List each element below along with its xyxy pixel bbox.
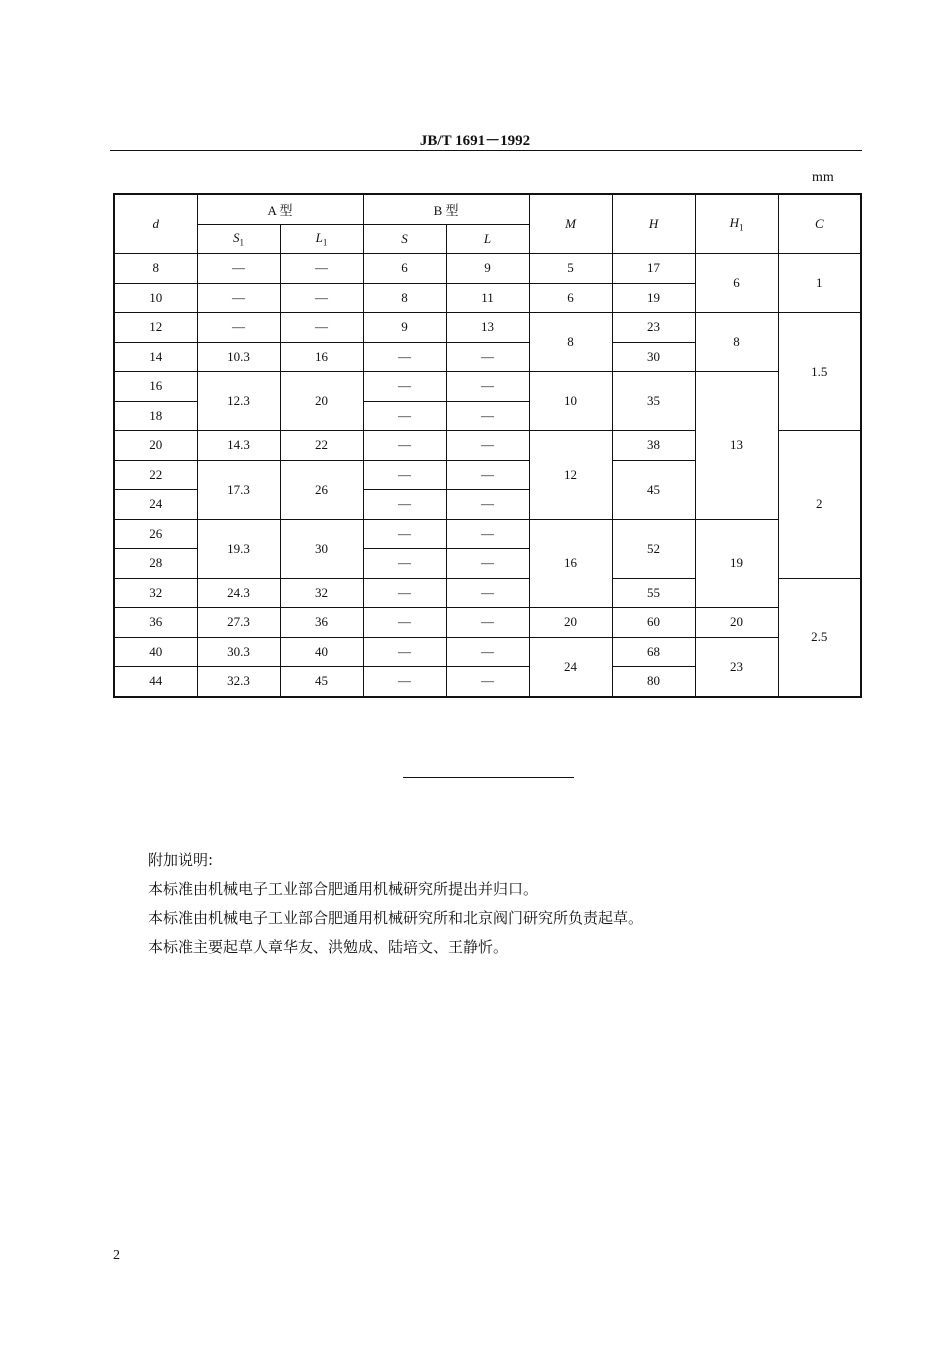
cell-l: — — [446, 608, 529, 638]
table-row — [114, 637, 861, 667]
cell-s1: — — [197, 254, 280, 284]
cell-s1: 14.3 — [197, 431, 280, 461]
cell-l1: 30 — [280, 519, 363, 578]
cell-s1: 24.3 — [197, 578, 280, 608]
cell-h: 23 — [612, 313, 695, 343]
table-row — [114, 608, 861, 638]
cell-m: 5 — [529, 254, 612, 284]
cell-m: 8 — [529, 313, 612, 372]
cell-d: 14 — [114, 342, 197, 372]
cell-h: 38 — [612, 431, 695, 461]
cell-s1: — — [197, 313, 280, 343]
end-rule — [403, 777, 574, 778]
cell-l1: 20 — [280, 372, 363, 431]
cell-s: — — [363, 637, 446, 667]
header-rule — [110, 150, 862, 151]
cell-l: — — [446, 519, 529, 549]
cell-s: — — [363, 578, 446, 608]
cell-l1: 26 — [280, 460, 363, 519]
cell-s: — — [363, 401, 446, 431]
notes-heading: 附加说明: — [148, 851, 214, 869]
cell-d: 10 — [114, 283, 197, 313]
cell-h: 68 — [612, 637, 695, 667]
cell-s: 8 — [363, 283, 446, 313]
cell-m: 24 — [529, 637, 612, 697]
cell-h1: 13 — [695, 372, 778, 520]
cell-l: — — [446, 578, 529, 608]
cell-s: — — [363, 519, 446, 549]
cell-s: — — [363, 342, 446, 372]
cell-l1: 32 — [280, 578, 363, 608]
cell-l: 9 — [446, 254, 529, 284]
cell-s1: — — [197, 283, 280, 313]
cell-d: 18 — [114, 401, 197, 431]
cell-h: 17 — [612, 254, 695, 284]
cell-h: 80 — [612, 667, 695, 697]
header-s1: $S_1$ — [197, 225, 280, 254]
header-l1: $L_1$ — [280, 225, 363, 254]
cell-d: 36 — [114, 608, 197, 638]
cell-h: 55 — [612, 578, 695, 608]
header-s: S — [363, 225, 446, 254]
cell-s1: 27.3 — [197, 608, 280, 638]
header-h: H — [612, 194, 695, 254]
cell-d: 20 — [114, 431, 197, 461]
header-l: L — [446, 225, 529, 254]
cell-l: — — [446, 490, 529, 520]
header-d: d — [114, 194, 197, 254]
header-m: M — [529, 194, 612, 254]
cell-d: 26 — [114, 519, 197, 549]
cell-h: 52 — [612, 519, 695, 578]
cell-h1: 6 — [695, 254, 778, 313]
cell-l: — — [446, 460, 529, 490]
notes-line: 本标准主要起草人章华友、洪勉成、陆培文、王静忻。 — [148, 938, 509, 956]
cell-h: 45 — [612, 460, 695, 519]
cell-m: 6 — [529, 283, 612, 313]
cell-h1: 23 — [695, 637, 778, 697]
cell-s1: 12.3 — [197, 372, 280, 431]
additional-notes — [148, 846, 643, 962]
cell-l: — — [446, 667, 529, 697]
cell-s: — — [363, 549, 446, 579]
cell-h1: 8 — [695, 313, 778, 372]
table-row — [114, 254, 861, 284]
cell-l: 13 — [446, 313, 529, 343]
cell-s: — — [363, 490, 446, 520]
table-header-row — [114, 194, 861, 225]
cell-c: 1.5 — [778, 313, 861, 431]
table-row — [114, 372, 861, 402]
cell-h: 35 — [612, 372, 695, 431]
cell-c: 2.5 — [778, 578, 861, 697]
table-row — [114, 519, 861, 549]
page-number: 2 — [113, 1248, 120, 1263]
cell-h: 60 — [612, 608, 695, 638]
cell-d: 16 — [114, 372, 197, 402]
cell-l1: 22 — [280, 431, 363, 461]
cell-h: 19 — [612, 283, 695, 313]
cell-s: — — [363, 667, 446, 697]
cell-h1: 19 — [695, 519, 778, 608]
notes-line: 本标准由机械电子工业部合肥通用机械研究所和北京阀门研究所负责起草。 — [148, 909, 644, 927]
cell-l1: — — [280, 254, 363, 284]
cell-s: — — [363, 431, 446, 461]
header-c: C — [778, 194, 861, 254]
cell-l: — — [446, 637, 529, 667]
cell-h: 30 — [612, 342, 695, 372]
cell-d: 24 — [114, 490, 197, 520]
cell-d: 44 — [114, 667, 197, 697]
cell-s1: 17.3 — [197, 460, 280, 519]
cell-s: 6 — [363, 254, 446, 284]
cell-d: 22 — [114, 460, 197, 490]
cell-d: 32 — [114, 578, 197, 608]
cell-h1: 20 — [695, 608, 778, 638]
notes-line: 本标准由机械电子工业部合肥通用机械研究所提出并归口。 — [148, 880, 539, 898]
dimension-table — [113, 193, 862, 698]
cell-m: 12 — [529, 431, 612, 520]
cell-l1: 40 — [280, 637, 363, 667]
cell-s: 9 — [363, 313, 446, 343]
cell-l: — — [446, 549, 529, 579]
cell-l: — — [446, 342, 529, 372]
cell-s1: 32.3 — [197, 667, 280, 697]
cell-l1: 36 — [280, 608, 363, 638]
cell-s: — — [363, 608, 446, 638]
cell-l1: 45 — [280, 667, 363, 697]
cell-m: 20 — [529, 608, 612, 638]
cell-c: 2 — [778, 431, 861, 579]
unit-label: mm — [812, 170, 834, 185]
cell-l1: — — [280, 313, 363, 343]
cell-s1: 19.3 — [197, 519, 280, 578]
cell-d: 12 — [114, 313, 197, 343]
cell-l: 11 — [446, 283, 529, 313]
cell-l1: — — [280, 283, 363, 313]
cell-d: 28 — [114, 549, 197, 579]
header-group-a: A 型 — [197, 194, 363, 225]
cell-l: — — [446, 431, 529, 461]
cell-d: 40 — [114, 637, 197, 667]
cell-s: — — [363, 460, 446, 490]
document-header-title: JB/T 1691－1992 — [419, 133, 531, 149]
table-row — [114, 313, 861, 343]
cell-l: — — [446, 372, 529, 402]
cell-s1: 10.3 — [197, 342, 280, 372]
cell-m: 16 — [529, 519, 612, 608]
cell-c: 1 — [778, 254, 861, 313]
cell-m: 10 — [529, 372, 612, 431]
cell-s: — — [363, 372, 446, 402]
header-h1: $H_1$ — [695, 194, 778, 254]
header-group-b: B 型 — [363, 194, 529, 225]
cell-l: — — [446, 401, 529, 431]
cell-d: 8 — [114, 254, 197, 284]
cell-l1: 16 — [280, 342, 363, 372]
cell-s1: 30.3 — [197, 637, 280, 667]
